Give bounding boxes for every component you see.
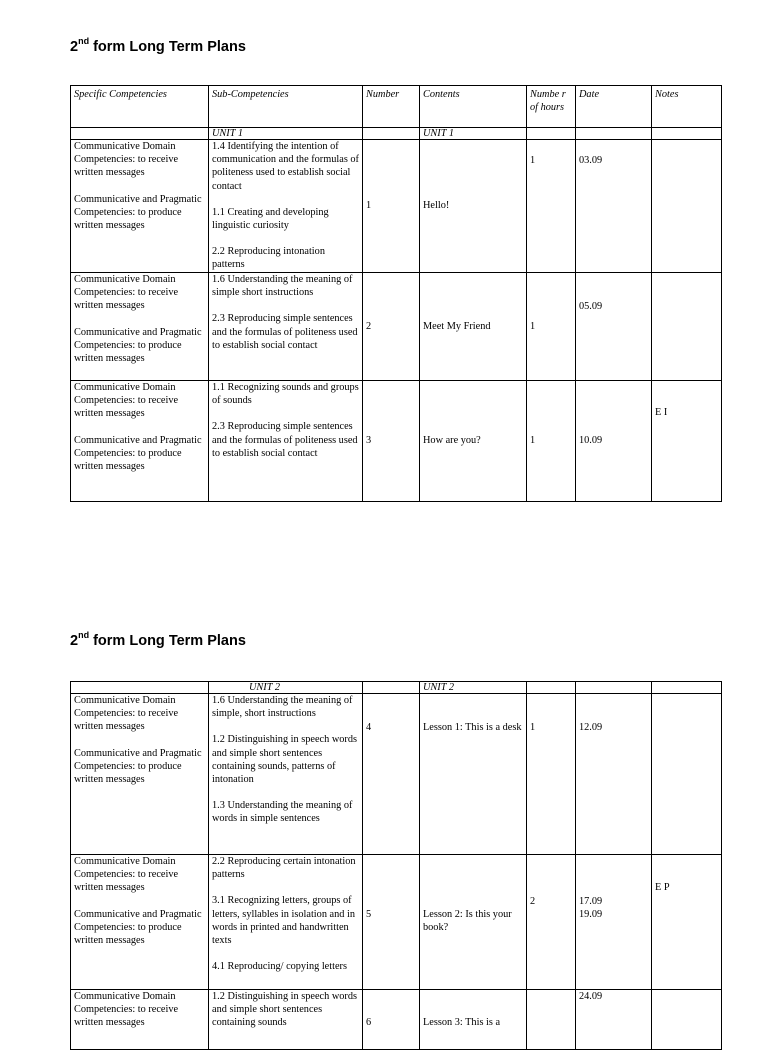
- title-text: form Long Term Plans: [89, 632, 246, 649]
- lesson-contents: How are you?: [420, 381, 527, 502]
- sub-competency-text: 2.3 Reproducing simple sentences and the formulas of politeness used to establish social contact: [212, 313, 358, 351]
- specific-competency-text: Communicative Domain Competencies: to receive written messages: [74, 695, 179, 733]
- long-term-plan-table-unit-2: [70, 681, 722, 1050]
- header-specific-competencies: Specific Competencies: [71, 86, 209, 128]
- specific-competencies-cell: [71, 381, 209, 502]
- date-value: 19.09: [579, 909, 603, 921]
- hours-cell: [527, 140, 576, 273]
- unit-label-contents: UNIT 2: [420, 682, 527, 694]
- date-cell: [576, 273, 652, 381]
- sub-competency-text: 1.4 Identifying the intention of communication and the formulas of politeness used to establish social contact: [212, 141, 359, 192]
- contents-cell: [420, 855, 527, 990]
- unit-label-contents: UNIT 1: [420, 128, 527, 140]
- hours-value: 1: [527, 381, 576, 502]
- title-prefix: 2: [70, 632, 79, 649]
- header-contents: Contents: [420, 86, 527, 128]
- lesson-number: 6: [366, 1017, 372, 1028]
- sub-competency-text: 2.2 Reproducing certain intonation patterns: [212, 856, 356, 881]
- date-cell: [576, 855, 652, 990]
- specific-competency-text: Communicative and Pragmatic Competencies: to produce written messages: [74, 326, 202, 365]
- table-row: [71, 273, 722, 381]
- unit-label-sub: UNIT 1: [209, 128, 363, 140]
- lesson-number: 4: [366, 722, 372, 733]
- contents-cell: [420, 694, 527, 855]
- sub-competency-text: 4.1 Reproducing/ copying letters: [212, 961, 347, 973]
- unit-label-sub: UNIT 2: [209, 682, 363, 694]
- sub-competency-text: 1.1 Recognizing sounds and groups of sounds: [212, 382, 359, 407]
- unit-row: [71, 128, 722, 140]
- table-row: [71, 855, 722, 990]
- lesson-contents: Hello!: [420, 140, 527, 273]
- lesson-contents: Meet My Friend: [420, 273, 527, 381]
- header-notes: Notes: [652, 86, 722, 128]
- specific-competency-text: Communicative Domain Competencies: to receive written messages: [74, 382, 179, 420]
- sub-competencies-cell: [209, 140, 363, 273]
- hours-value: 1: [527, 273, 576, 381]
- sub-competency-text: 1.2 Distinguishing in speech words and simple short sentences containing sounds, patterns of intonation: [212, 734, 358, 786]
- notes-cell: [652, 694, 722, 855]
- hours-value: [527, 990, 576, 1050]
- specific-competencies-cell: [71, 273, 209, 381]
- date-value: 24.09: [576, 990, 652, 1050]
- hours-value: 2: [530, 896, 536, 907]
- specific-competency-text: Communicative Domain Competencies: to receive written messages: [74, 991, 179, 1029]
- sub-competency-text: 2.3 Reproducing simple sentences and the formulas of politeness used to establish social contact: [212, 421, 358, 459]
- sub-competency-text: 3.1 Recognizing letters, groups of letters, syllables in isolation and in words in printed and handwritten texts: [212, 895, 355, 947]
- number-cell: [363, 990, 420, 1050]
- title-superscript: nd: [78, 36, 90, 46]
- specific-competency-text: Communicative Domain Competencies: to receive written messages: [74, 274, 179, 312]
- hours-cell: [527, 694, 576, 855]
- hours-value: 1: [530, 155, 536, 166]
- number-cell: [363, 694, 420, 855]
- specific-competency-text: Communicative and Pragmatic Competencies: to produce written messages: [74, 908, 202, 947]
- sub-competencies-cell: [209, 855, 363, 990]
- date-cell: [576, 140, 652, 273]
- sub-competency-text: 2.2 Reproducing intonation patterns: [212, 246, 325, 271]
- table-header-row: [71, 86, 722, 128]
- sub-competency-text: 1.6 Understanding the meaning of simple short instructions: [212, 274, 353, 299]
- table-row: [71, 381, 722, 502]
- specific-competency-text: Communicative Domain Competencies: to receive written messages: [74, 141, 179, 179]
- lesson-contents: Lesson 3: This is a: [423, 1017, 501, 1028]
- number-cell: [363, 855, 420, 990]
- specific-competency-text: Communicative and Pragmatic Competencies: to produce written messages: [74, 434, 202, 473]
- header-sub-competencies: Sub-Competencies: [209, 86, 363, 128]
- date-value: 10.09: [576, 381, 652, 502]
- lesson-contents: Lesson 2: Is this your book?: [423, 909, 512, 934]
- header-date: Date: [576, 86, 652, 128]
- specific-competency-text: Communicative and Pragmatic Competencies: to produce written messages: [74, 747, 202, 786]
- long-term-plan-table-unit-1: [70, 85, 722, 502]
- unit-row: [71, 682, 722, 694]
- sub-competency-text: 1.1 Creating and developing linguistic curiosity: [212, 206, 329, 232]
- date-value: 17.09: [579, 896, 603, 907]
- notes-cell: [652, 381, 722, 502]
- lesson-number: 1: [363, 140, 420, 273]
- hours-cell: [527, 855, 576, 990]
- page-title: [70, 37, 246, 55]
- specific-competencies-cell: [71, 990, 209, 1050]
- contents-cell: [420, 990, 527, 1050]
- sub-competency-text: 1.3 Understanding the meaning of words in simple sentences: [212, 800, 353, 825]
- header-hours: Numbe r of hours: [527, 86, 576, 128]
- notes-value: E P: [655, 882, 670, 893]
- specific-competencies-cell: [71, 694, 209, 855]
- lesson-number: 3: [363, 381, 420, 502]
- table-row: [71, 694, 722, 855]
- lesson-contents: Lesson 1: This is a desk: [423, 722, 522, 733]
- title-prefix: 2: [70, 38, 79, 55]
- table-row: [71, 990, 722, 1050]
- sub-competencies-cell: [209, 990, 363, 1050]
- specific-competency-text: Communicative Domain Competencies: to receive written messages: [74, 856, 179, 894]
- table-row: [71, 140, 722, 273]
- notes-cell: [652, 990, 722, 1050]
- sub-competencies-cell: [209, 694, 363, 855]
- sub-competency-text: 1.6 Understanding the meaning of simple, short instructions: [212, 695, 353, 720]
- lesson-number: 2: [363, 273, 420, 381]
- date-cell: [576, 694, 652, 855]
- title-text: form Long Term Plans: [89, 38, 246, 55]
- specific-competency-text: Communicative and Pragmatic Competencies: to produce written messages: [74, 193, 202, 232]
- notes-value: E I: [655, 407, 668, 418]
- hours-value: 1: [530, 722, 536, 733]
- lesson-number: 5: [366, 909, 372, 920]
- date-value: 03.09: [579, 155, 603, 166]
- page-title: [70, 631, 246, 649]
- title-superscript: nd: [78, 630, 90, 640]
- date-value: 05.09: [579, 301, 603, 312]
- notes-cell: [652, 140, 722, 273]
- specific-competencies-cell: [71, 140, 209, 273]
- specific-competencies-cell: [71, 855, 209, 990]
- notes-cell: [652, 855, 722, 990]
- header-number: Number: [363, 86, 420, 128]
- sub-competency-text: 1.2 Distinguishing in speech words and simple short sentences containing sounds: [212, 991, 358, 1029]
- sub-competencies-cell: [209, 381, 363, 502]
- date-value: 12.09: [579, 722, 603, 733]
- sub-competencies-cell: [209, 273, 363, 381]
- notes-cell: [652, 273, 722, 381]
